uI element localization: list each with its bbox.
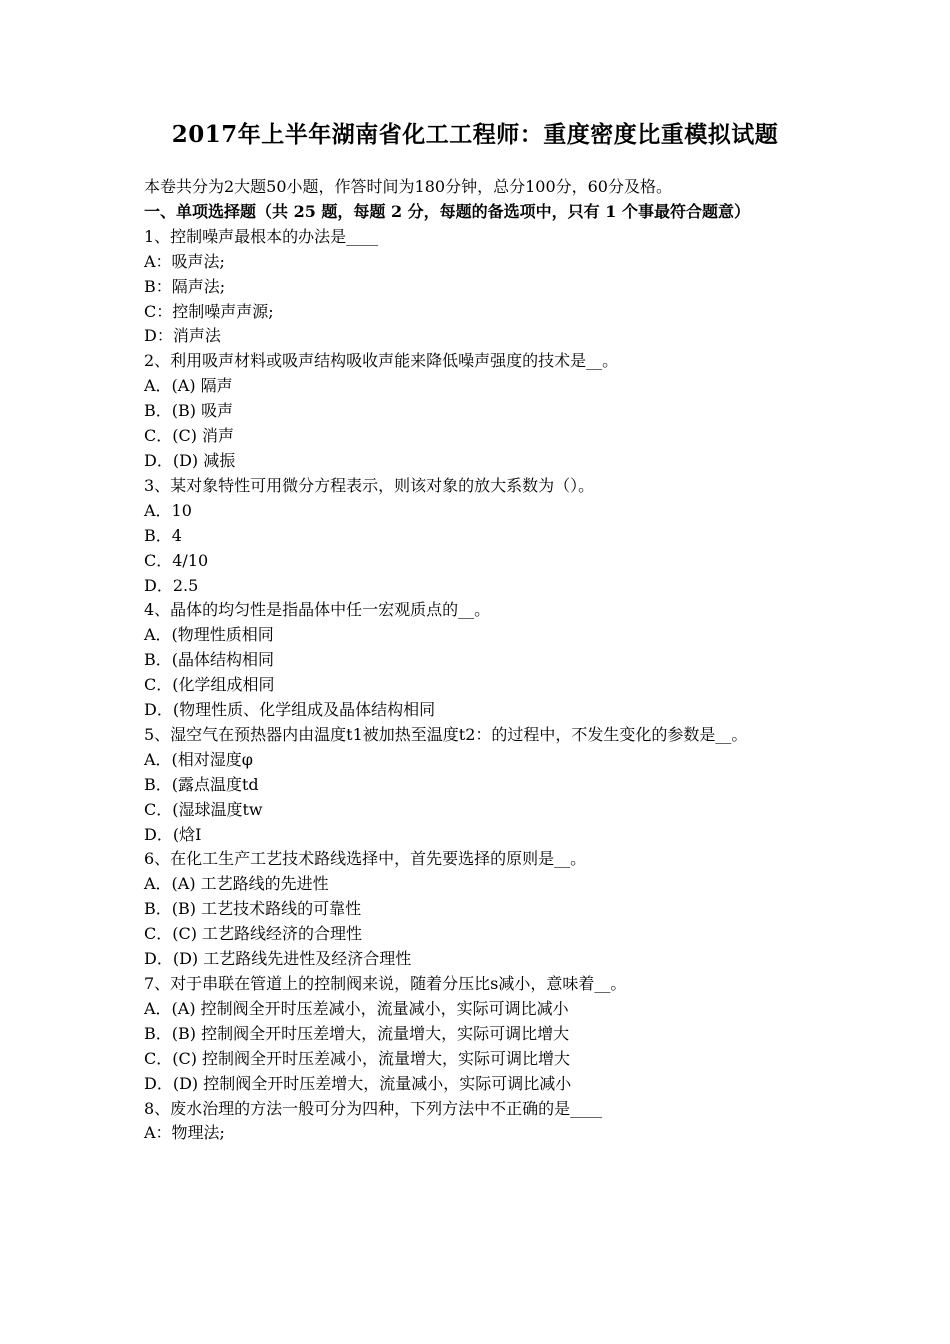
option-line: A．(A) 控制阀全开时压差减小，流量减小，实际可调比减小	[144, 998, 569, 1018]
question-line: 6、在化工生产工艺技术路线选择中，首先要选择的原则是__。	[144, 849, 587, 869]
option-line: B．4	[144, 525, 182, 545]
option-line: D．(D) 控制阀全开时压差增大，流量减小，实际可调比减小	[144, 1073, 572, 1093]
option-line: C．(湿球温度tw	[144, 799, 263, 819]
question-line: 1、控制噪声最根本的办法是____	[144, 226, 379, 246]
option-line: D．(物理性质、化学组成及晶体结构相同	[144, 700, 436, 720]
option-line: C．(C) 控制阀全开时压差减小，流量增大，实际可调比增大	[144, 1048, 571, 1068]
option-line: C．(化学组成相同	[144, 675, 275, 695]
question-line: 4、晶体的均匀性是指晶体中任一宏观质点的__。	[144, 600, 491, 620]
option-line: A：吸声法;	[144, 251, 225, 271]
option-line: D．(D) 工艺路线先进性及经济合理性	[144, 949, 412, 969]
option-line: B．(B) 工艺技术路线的可靠性	[144, 899, 362, 919]
option-line: A．(A) 工艺路线的先进性	[144, 874, 329, 894]
question-list	[144, 225, 812, 1147]
question-line: 3、某对象特性可用微分方程表示，则该对象的放大系数为（）。	[144, 475, 595, 495]
question-line: 8、废水治理的方法一般可分为四种，下列方法中不正确的是____	[144, 1098, 603, 1118]
document-title: 2017年上半年湖南省化工工程师：重度密度比重模拟试题	[171, 121, 779, 148]
option-line: C．(C) 工艺路线经济的合理性	[144, 924, 363, 944]
option-line: A．(物理性质相同	[144, 625, 274, 645]
option-line: C．(C) 消声	[144, 426, 235, 446]
option-line: D．2.5	[144, 575, 199, 595]
question-line: 5、湿空气在预热器内由温度t1被加热至温度t2：的过程中，不发生变化的参数是__。	[144, 724, 748, 744]
option-line: D：消声法	[144, 326, 221, 346]
option-line: A．(相对湿度φ	[144, 749, 254, 769]
section-heading: 一、单项选择题（共 25 题，每题 2 分，每题的备选项中，只有 1 个事最符合题意）	[144, 201, 750, 221]
option-line: B．(B) 控制阀全开时压差增大，流量增大，实际可调比增大	[144, 1023, 570, 1043]
option-line: C．4/10	[144, 550, 209, 570]
option-line: B．(B) 吸声	[144, 401, 234, 421]
exam-intro: 本卷共分为2大题50小题，作答时间为180分钟，总分100分，60分及格。	[144, 177, 672, 196]
option-line: C：控制噪声声源;	[144, 301, 274, 321]
question-line: 2、利用吸声材料或吸声结构吸收声能来降低噪声强度的技术是__。	[144, 351, 619, 371]
option-line: B．(露点温度td	[144, 774, 259, 794]
option-line: D．(D) 减振	[144, 450, 236, 470]
option-line: B：隔声法;	[144, 276, 226, 296]
option-line: A．(A) 隔声	[144, 376, 233, 396]
option-line: D．(焓I	[144, 824, 202, 844]
option-line: A：物理法;	[144, 1123, 225, 1143]
question-line: 7、对于串联在管道上的控制阀来说，随着分压比s减小，意味着__。	[144, 974, 627, 993]
option-line: A．10	[144, 500, 192, 520]
document-body	[144, 175, 812, 1146]
option-line: B．(晶体结构相同	[144, 650, 275, 670]
